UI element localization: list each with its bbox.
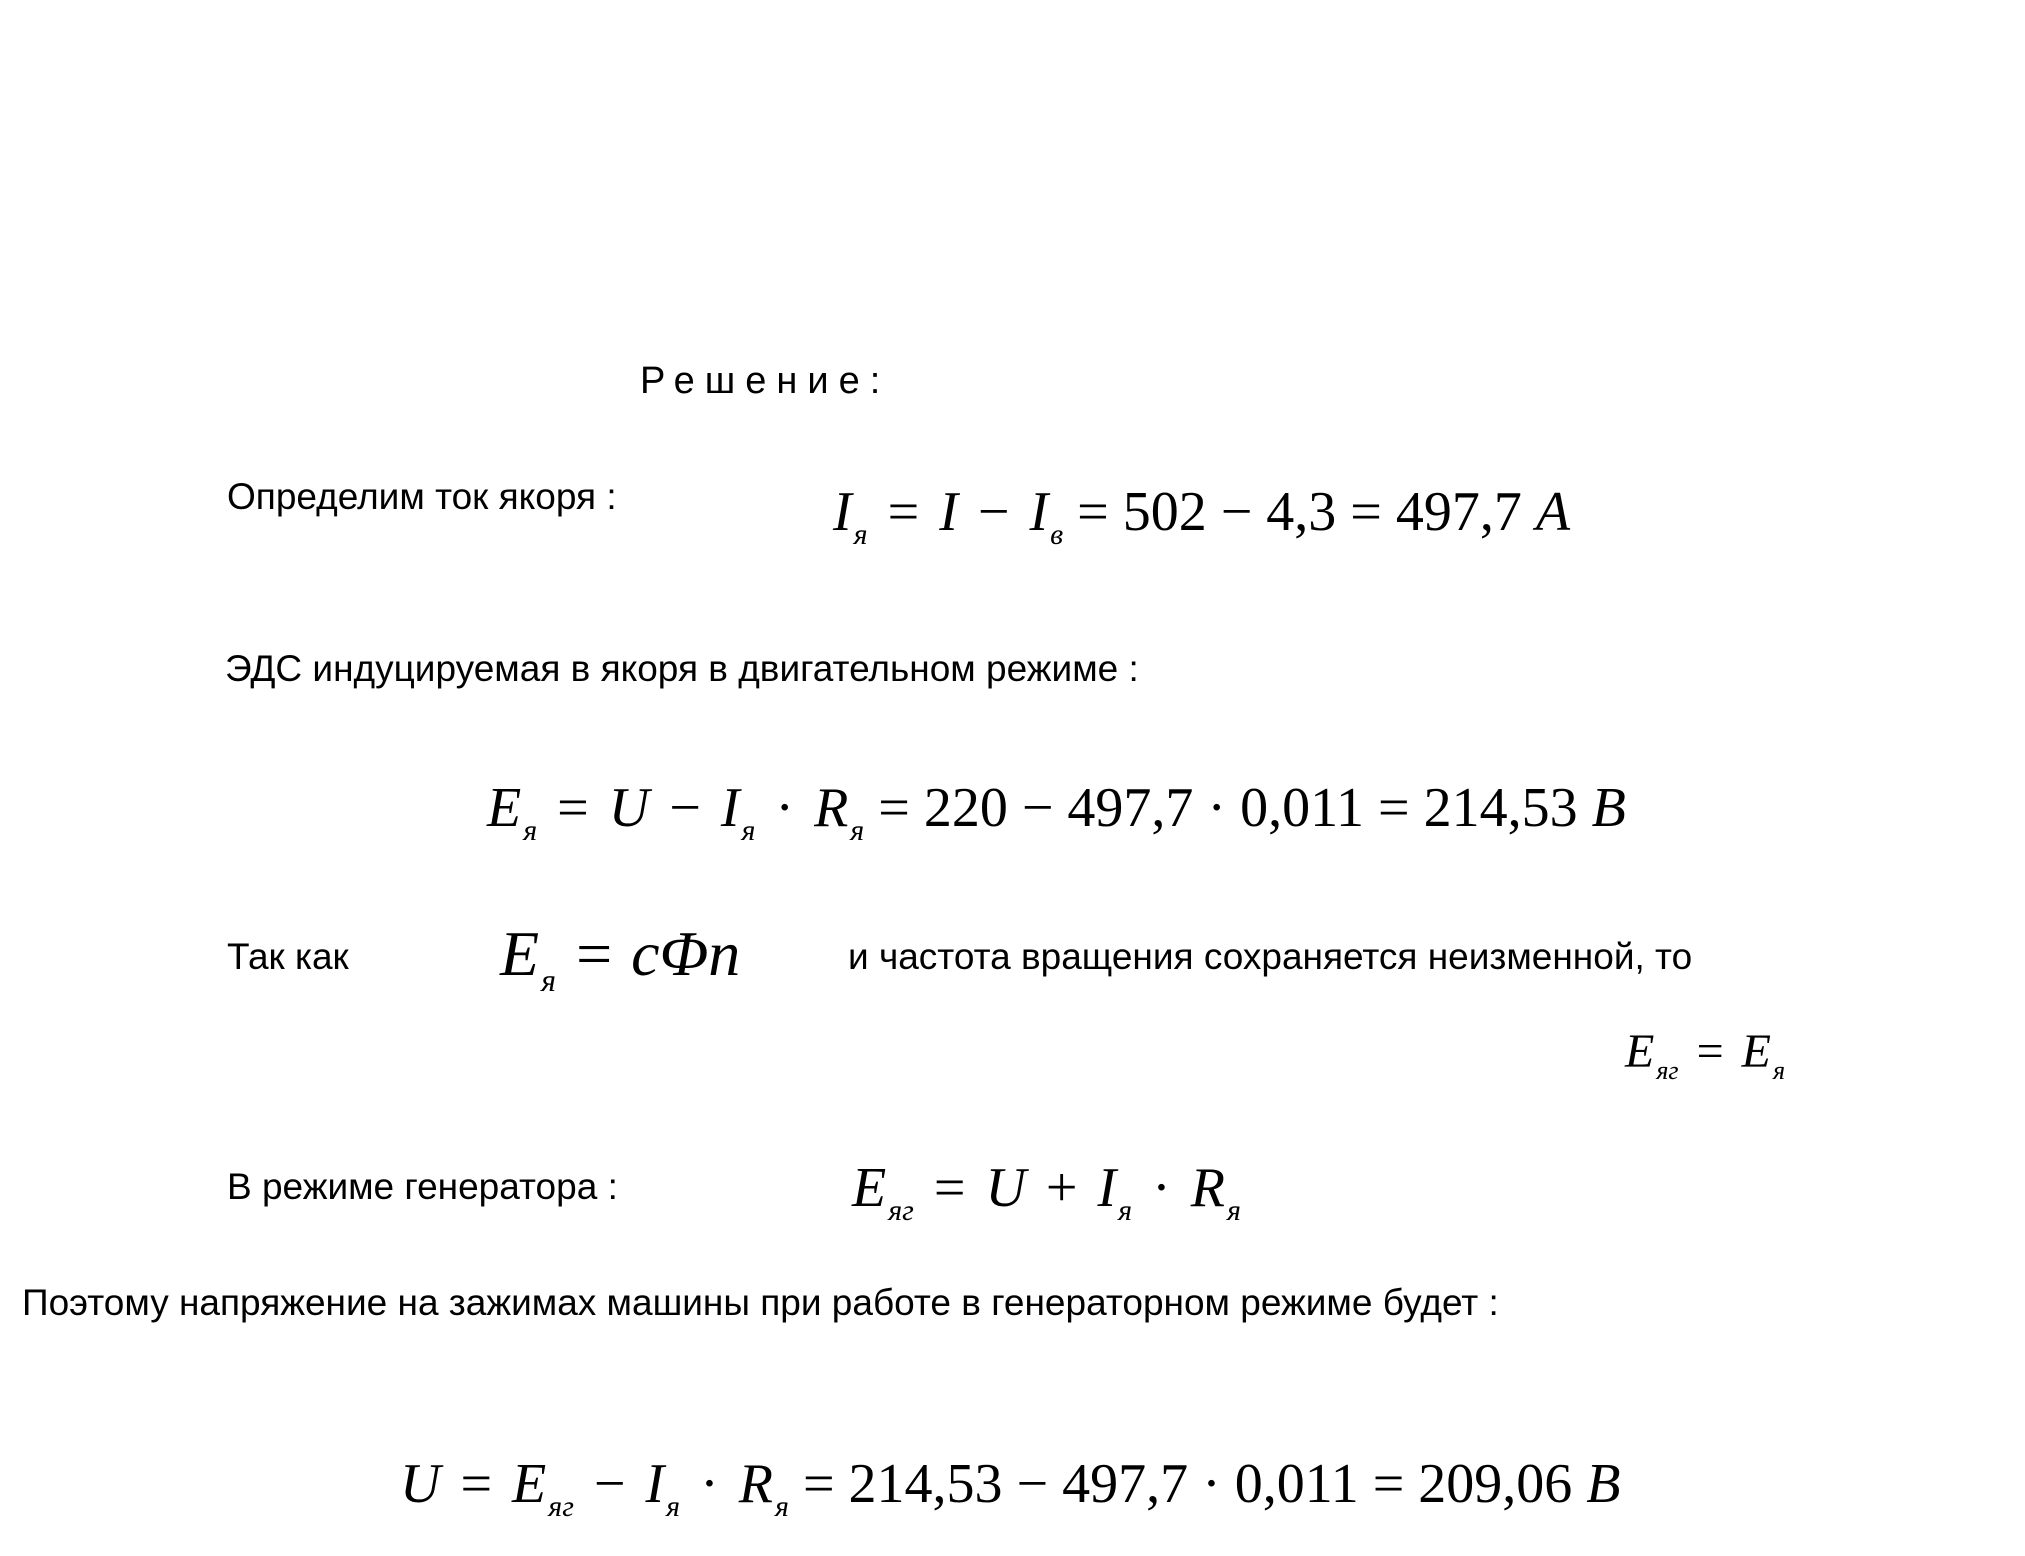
symbol-E: E (500, 918, 540, 989)
plus: + (1045, 1157, 1078, 1219)
symbol-U: U (608, 777, 650, 839)
dot: · (700, 1453, 719, 1515)
step3-label-right: и частота вращения сохраняется неизменной, то (848, 936, 1693, 977)
conclusion-result: = 214,53 − 497,7 · 0,011 = 209,06 (802, 1453, 1573, 1515)
equals: = (557, 777, 589, 839)
dot: · (1152, 1157, 1171, 1219)
step4-label: В режиме генератора : (227, 1166, 618, 1207)
step2-formula (487, 777, 1626, 847)
subscript: яг (548, 1490, 574, 1523)
symbol-I: I (720, 777, 740, 839)
symbol-E: E (1741, 1025, 1771, 1078)
step3-rhs: = cΦn (571, 918, 741, 989)
unit-ampere: A (1535, 481, 1571, 543)
minus: − (669, 777, 701, 839)
symbol-I: I (833, 481, 852, 543)
subscript: я (775, 1490, 789, 1523)
step3-equality (1625, 1025, 1786, 1085)
page-title: Решение: (640, 360, 891, 402)
subscript: в (1050, 518, 1064, 551)
subscript: яг (888, 1194, 914, 1227)
subscript: я (850, 814, 865, 847)
equals: = (460, 1453, 493, 1515)
step3-formula (500, 918, 741, 998)
equals: = (1696, 1025, 1724, 1078)
step1-formula (833, 481, 1571, 551)
minus: − (977, 481, 1010, 543)
symbol-E: E (487, 777, 522, 839)
subscript: я (1118, 1194, 1133, 1227)
symbol-R: R (814, 777, 849, 839)
step1-result: = 502 − 4,3 = 497,7 (1077, 481, 1522, 543)
symbol-R: R (738, 1453, 773, 1515)
equals: = (887, 481, 920, 543)
unit-volt: B (1591, 777, 1626, 839)
unit-volt: B (1586, 1453, 1621, 1515)
subscript: я (1227, 1194, 1241, 1227)
subscript: я (541, 962, 556, 998)
step2-label: ЭДС индуцируемая в якоря в двигательном режиме : (225, 648, 1139, 689)
symbol-U: U (985, 1157, 1026, 1219)
step4-formula (852, 1157, 1241, 1227)
symbol-I: I (1097, 1157, 1117, 1219)
symbol-E: E (852, 1157, 887, 1219)
symbol-E: E (1625, 1025, 1655, 1078)
step3-label-left: Так как (227, 936, 349, 977)
subscript: я (1772, 1056, 1786, 1085)
minus: − (593, 1453, 626, 1515)
symbol-I: I (939, 481, 958, 543)
subscript: яг (1656, 1056, 1679, 1085)
symbol-I: I (645, 1453, 665, 1515)
dot: · (775, 777, 795, 839)
symbol-R: R (1190, 1157, 1225, 1219)
step1-label: Определим ток якоря : (227, 476, 617, 517)
symbol-U: U (400, 1453, 441, 1515)
equals: = (933, 1157, 966, 1219)
step2-result: = 220 − 497,7 · 0,011 = 214,53 (878, 777, 1578, 839)
subscript: я (741, 814, 756, 847)
symbol-I: I (1029, 481, 1049, 543)
subscript: я (666, 1490, 681, 1523)
conclusion-formula (400, 1453, 1621, 1523)
conclusion-text: Поэтому напряжение на зажимах машины при работе в генераторном режиме будет : (22, 1282, 1499, 1323)
subscript: я (853, 518, 868, 551)
symbol-E: E (512, 1453, 547, 1515)
subscript: я (523, 814, 538, 847)
